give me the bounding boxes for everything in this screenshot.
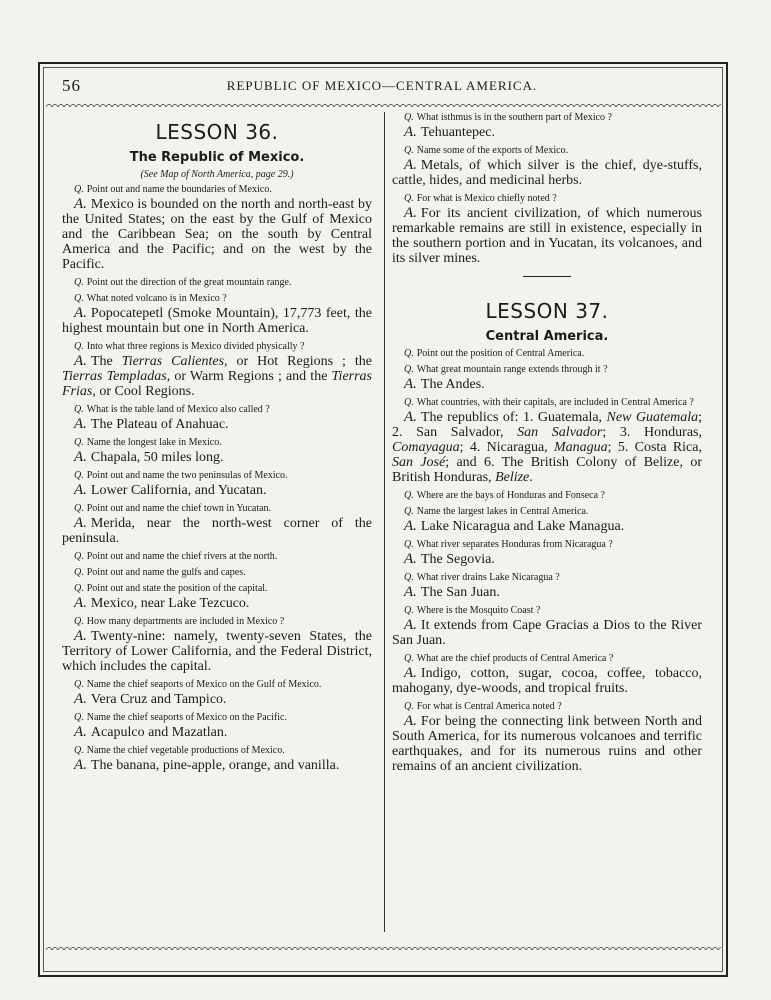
answer-italic: San José	[392, 455, 446, 470]
answer	[392, 410, 702, 485]
map-reference: (See Map of North America, page 29.)	[140, 169, 294, 180]
question	[62, 712, 372, 723]
question	[62, 679, 372, 690]
lesson-37-title: LESSON 37.	[485, 299, 609, 323]
lesson-36-questions-continued	[392, 112, 702, 266]
question	[62, 404, 372, 415]
answer-italic: New Guatemala	[606, 410, 699, 425]
qa-item	[62, 745, 372, 773]
question-label: Q.	[404, 572, 414, 583]
question-label: Q.	[74, 679, 84, 690]
question	[392, 490, 702, 501]
lesson-37-questions	[392, 348, 702, 774]
lesson-36-subtitle: The Republic of Mexico.	[129, 150, 305, 165]
question-label: Q.	[74, 567, 84, 578]
question-label: Q.	[404, 653, 414, 664]
question-text: Point out and name the chief rivers at the north.	[86, 551, 278, 562]
question-label: Q.	[404, 364, 414, 375]
question	[392, 539, 702, 550]
answer-text: Mexico is bounded on the north and north-east by the United States; on the east by the Gulf of Mexico and the Caribbean Sea; on the south by Central America and the Pacific; and on the west by the Pacific.	[62, 197, 372, 272]
answer	[392, 377, 702, 392]
answer-text: , or Hot Regions ; the	[224, 354, 373, 369]
answer-text: Chapala, 50 miles long.	[90, 450, 224, 465]
answer-text: Lower California, and Yucatan.	[90, 483, 267, 498]
question-text: Point out the position of Central America.	[416, 348, 585, 359]
qa-item	[62, 567, 372, 578]
question-label: Q.	[404, 112, 414, 123]
running-header	[62, 76, 702, 98]
answer-text: The	[90, 354, 122, 369]
question-text: What countries, with their capitals, are included in Central America ?	[416, 397, 694, 408]
answer-text: Vera Cruz and Tampico.	[90, 692, 227, 707]
question-label: Q.	[74, 184, 84, 195]
answer-text: Mexico, near Lake Tezcuco.	[90, 596, 250, 611]
answer-text: The Plateau of Anahuac.	[90, 417, 229, 432]
qa-item	[62, 404, 372, 432]
question-text: What are the chief products of Central America ?	[416, 653, 614, 664]
question-label: Q.	[74, 470, 84, 481]
question	[62, 551, 372, 562]
question-text: Where is the Mosquito Coast ?	[416, 605, 541, 616]
question	[62, 503, 372, 514]
answer-label: A.	[404, 551, 417, 567]
answer-label: A.	[74, 305, 87, 321]
answer-label: A.	[404, 409, 417, 425]
qa-item	[392, 490, 702, 501]
qa-item	[392, 112, 702, 140]
answer-text: The Andes.	[420, 377, 485, 392]
answer-label: A.	[74, 196, 87, 212]
qa-item	[62, 551, 372, 562]
answer-italic: Tierras Frias	[62, 369, 373, 399]
answer-text: ; 4. Nicaragua,	[459, 440, 554, 455]
question-label: Q.	[404, 397, 414, 408]
qa-item	[62, 616, 372, 674]
answer-text: ; 2. San Salvador,	[392, 410, 702, 440]
ornamental-rule-bottom	[46, 944, 721, 950]
answer-label: A.	[404, 665, 417, 681]
question-text: Name the chief vegetable productions of Mexico.	[86, 745, 285, 756]
answer	[62, 450, 372, 465]
qa-item	[392, 145, 702, 188]
answer-text: It extends from Cape Gracias a Dios to the River San Juan.	[392, 618, 702, 648]
answer-label: A.	[74, 515, 87, 531]
question	[62, 277, 372, 288]
answer-text: ; and 6. The British Colony of Belize, or British Honduras,	[392, 455, 702, 485]
question-label: Q.	[74, 341, 84, 352]
question-text: Point out and name the chief town in Yucatan.	[86, 503, 272, 514]
answer	[392, 552, 702, 567]
answer	[62, 758, 372, 773]
question-label: Q.	[74, 712, 84, 723]
lesson-36-questions	[62, 184, 372, 773]
question-label: Q.	[74, 437, 84, 448]
question	[62, 470, 372, 481]
answer-text: Indigo, cotton, sugar, cocoa, coffee, tobacco, mahogany, dye-woods, and tropical fruits.	[392, 666, 702, 696]
question	[392, 348, 702, 359]
answer-text: Twenty-nine: namely, twenty-seven States, the Territory of Lower California, and the Federal District, which includes the capital.	[62, 629, 372, 674]
answer-italic: Tierras Templadas	[62, 369, 167, 384]
qa-item	[392, 364, 702, 392]
answer	[392, 125, 702, 140]
question	[62, 745, 372, 756]
question-label: Q.	[74, 277, 84, 288]
answer	[62, 417, 372, 432]
qa-item	[392, 193, 702, 266]
qa-item	[392, 539, 702, 567]
running-title: REPUBLIC OF MEXICO—CENTRAL AMERICA.	[226, 78, 538, 93]
answer-label: A.	[74, 353, 87, 369]
question-text: Name the chief seaports of Mexico on the Pacific.	[86, 712, 287, 723]
answer	[62, 629, 372, 674]
question	[62, 567, 372, 578]
qa-item	[62, 712, 372, 740]
question	[62, 616, 372, 627]
answer-label: A.	[74, 628, 87, 644]
answer	[62, 197, 372, 272]
qa-item	[392, 397, 702, 485]
answer	[392, 206, 702, 266]
question-text: Point out and name the gulfs and capes.	[86, 567, 246, 578]
answer-label: A.	[404, 584, 417, 600]
answer-text: The San Juan.	[420, 585, 500, 600]
answer-text: ; 5. Costa Rica,	[607, 440, 702, 455]
answer-label: A.	[404, 518, 417, 534]
qa-item	[62, 277, 372, 288]
question	[62, 341, 372, 352]
ornamental-rule-top	[46, 101, 721, 107]
answer-italic: Belize	[495, 470, 530, 485]
question-text: What noted volcano is in Mexico ?	[86, 293, 227, 304]
question-text: Point out and state the position of the capital.	[86, 583, 268, 594]
answer-label: A.	[74, 724, 87, 740]
answer-label: A.	[404, 617, 417, 633]
answer-text: Acapulco and Mazatlan.	[90, 725, 228, 740]
question-text: Where are the bays of Honduras and Fonseca ?	[416, 490, 605, 501]
answer	[62, 306, 372, 336]
question	[392, 193, 702, 204]
question-text: What is the table land of Mexico also called ?	[86, 404, 270, 415]
qa-item	[392, 348, 702, 359]
question	[392, 572, 702, 583]
question-text: What river drains Lake Nicaragua ?	[416, 572, 560, 583]
section-divider	[523, 276, 571, 277]
answer	[62, 483, 372, 498]
answer-label: A.	[74, 691, 87, 707]
qa-item	[62, 341, 372, 399]
question-label: Q.	[74, 293, 84, 304]
answer-italic: Comayagua	[392, 440, 460, 455]
question-label: Q.	[404, 490, 414, 501]
answer-text: .	[529, 470, 533, 485]
answer	[62, 354, 372, 399]
answer-label: A.	[404, 376, 417, 392]
answer-text: For being the connecting link between North and South America, for its numerous volcanoes and terrific earthquakes, and for its numerous ruins and other remains of an ancient civilization.	[392, 714, 702, 774]
question-label: Q.	[404, 348, 414, 359]
question-label: Q.	[74, 745, 84, 756]
qa-item	[392, 506, 702, 534]
page-number: 56	[62, 76, 81, 95]
answer-label: A.	[404, 205, 417, 221]
question-label: Q.	[74, 583, 84, 594]
right-column	[392, 112, 702, 779]
question-text: Into what three regions is Mexico divided physically ?	[86, 341, 305, 352]
question-text: What great mountain range extends through it ?	[416, 364, 608, 375]
qa-item	[62, 583, 372, 611]
answer	[392, 585, 702, 600]
answer-text: , or Warm Regions ; and the	[166, 369, 332, 384]
question	[392, 397, 702, 408]
answer-text: Tehuantepec.	[420, 125, 495, 140]
question-label: Q.	[404, 193, 414, 204]
question-text: Name some of the exports of Mexico.	[416, 145, 569, 156]
question-label: Q.	[404, 701, 414, 712]
answer-italic: Managua	[553, 440, 608, 455]
question	[62, 583, 372, 594]
question-text: Name the longest lake in Mexico.	[86, 437, 222, 448]
question-text: For what is Central America noted ?	[416, 701, 562, 712]
question-text: For what is Mexico chiefly noted ?	[416, 193, 557, 204]
answer	[392, 714, 702, 774]
question-text: Name the chief seaports of Mexico on the Gulf of Mexico.	[86, 679, 322, 690]
question-label: Q.	[404, 145, 414, 156]
qa-item	[392, 701, 702, 774]
question	[392, 506, 702, 517]
question-text: Point out and name the two peninsulas of Mexico.	[86, 470, 288, 481]
qa-item	[62, 503, 372, 546]
answer-label: A.	[404, 157, 417, 173]
qa-item	[62, 293, 372, 336]
answer-label: A.	[74, 595, 87, 611]
answer-text: , or Cool Regions.	[92, 384, 195, 399]
question-label: Q.	[404, 539, 414, 550]
question	[392, 701, 702, 712]
question	[392, 145, 702, 156]
answer-text: Lake Nicaragua and Lake Managua.	[420, 519, 625, 534]
answer-label: A.	[74, 482, 87, 498]
question-label: Q.	[404, 506, 414, 517]
answer-label: A.	[404, 124, 417, 140]
answer-italic: San Salvador	[517, 425, 603, 440]
question	[392, 112, 702, 123]
qa-item	[62, 184, 372, 272]
answer-text: Popocatepetl (Smoke Mountain), 17,773 feet, the highest mountain but one in North America.	[62, 306, 372, 336]
answer-text: The Segovia.	[420, 552, 495, 567]
answer	[62, 692, 372, 707]
qa-item	[62, 679, 372, 707]
question	[62, 184, 372, 195]
question-text: Point out and name the boundaries of Mexico.	[86, 184, 272, 195]
answer-text: The banana, pine-apple, orange, and vanilla.	[90, 758, 340, 773]
answer	[62, 516, 372, 546]
answer-label: A.	[74, 416, 87, 432]
lesson-36-title: LESSON 36.	[155, 120, 279, 144]
question-text: Point out the direction of the great mountain range.	[86, 277, 292, 288]
question	[392, 653, 702, 664]
question	[392, 364, 702, 375]
question-text: How many departments are included in Mexico ?	[86, 616, 285, 627]
answer-text: The republics of: 1. Guatemala,	[420, 410, 607, 425]
question-label: Q.	[404, 605, 414, 616]
answer	[62, 596, 372, 611]
question-text: Name the largest lakes in Central America.	[416, 506, 589, 517]
answer-label: A.	[404, 713, 417, 729]
answer	[62, 725, 372, 740]
left-column	[62, 112, 372, 778]
question-label: Q.	[74, 616, 84, 627]
qa-item	[62, 470, 372, 498]
column-divider	[384, 112, 385, 932]
answer-italic: Tierras Calientes	[121, 354, 225, 369]
question-label: Q.	[74, 551, 84, 562]
answer-text: ; 3. Honduras,	[602, 425, 702, 440]
qa-item	[392, 605, 702, 648]
qa-item	[392, 572, 702, 600]
question	[62, 293, 372, 304]
answer-label: A.	[74, 757, 87, 773]
answer	[392, 618, 702, 648]
question	[62, 437, 372, 448]
answer	[392, 666, 702, 696]
answer	[392, 158, 702, 188]
question-text: What isthmus is in the southern part of Mexico ?	[416, 112, 612, 123]
qa-item	[62, 437, 372, 465]
qa-item	[392, 653, 702, 696]
question-label: Q.	[74, 404, 84, 415]
answer-text: For its ancient civilization, of which numerous remarkable remains are still in existence, especially in the southern portion and in Yucatan, its volcanoes, and its silver mines.	[392, 206, 702, 266]
answer-text: Metals, of which silver is the chief, dye-stuffs, cattle, hides, and medicinal herbs.	[392, 158, 702, 188]
question-text: What river separates Honduras from Nicaragua ?	[416, 539, 613, 550]
answer-text: Merida, near the north-west corner of the peninsula.	[62, 516, 372, 546]
question-label: Q.	[74, 503, 84, 514]
lesson-37-subtitle: Central America.	[485, 329, 609, 344]
question	[392, 605, 702, 616]
answer	[392, 519, 702, 534]
answer-label: A.	[74, 449, 87, 465]
